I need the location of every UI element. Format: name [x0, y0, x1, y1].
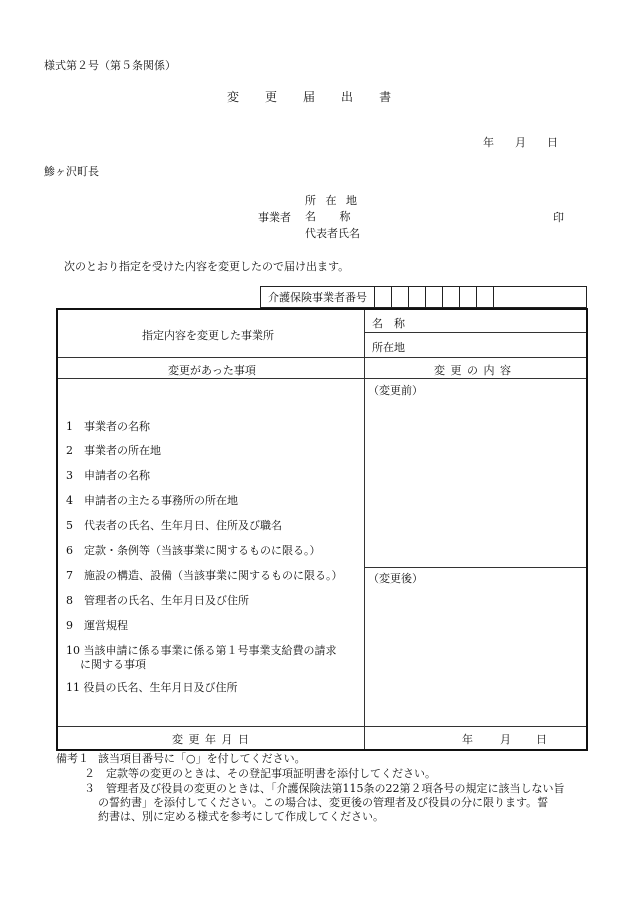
before-change-label: （変更前） [368, 384, 423, 397]
list-item[interactable]: 2 事業者の所在地 [66, 444, 161, 457]
change-day-label: 日 [536, 733, 547, 746]
operator-label: 事業者 [258, 211, 291, 224]
provider-digit-box[interactable] [375, 287, 392, 307]
list-item[interactable]: 4 申請者の主たる事務所の所在地 [66, 494, 238, 507]
provider-digit-box[interactable] [460, 287, 477, 307]
date-month-label: 月 [515, 136, 526, 149]
provider-number-table [260, 286, 587, 308]
remark-line: の誓約書」を添付してください。この場合は、変更後の管理者及び役員の分に限ります。誓 [98, 796, 549, 809]
change-date-label: 変 更 年 月 日 [172, 733, 250, 746]
provider-number-label: 介護保険事業者番号 [261, 287, 375, 307]
title-char: 出 [341, 90, 356, 104]
after-change-field[interactable] [368, 588, 578, 720]
remark-line: 該当項目番号に「○」を付してください。 [98, 752, 306, 765]
form-number-label: 様式第２号（第５条関係） [44, 59, 176, 72]
operator-representative-label: 代表者氏名 [305, 227, 360, 240]
remarks-prefix: 備考１ [56, 752, 89, 765]
seal-mark: 印 [553, 211, 564, 224]
list-item[interactable]: 9 運営規程 [66, 619, 128, 632]
list-item[interactable]: 8 管理者の氏名、生年月日及び住所 [66, 594, 249, 607]
list-item-continuation: に関する事項 [80, 658, 146, 671]
list-item[interactable]: 5 代表者の氏名、生年月日、住所及び職名 [66, 519, 282, 532]
table-divider [58, 378, 586, 379]
change-content-header: 変 更 の 内 容 [434, 364, 512, 377]
list-item[interactable]: 11 役員の氏名、生年月日及び住所 [66, 681, 238, 694]
office-location-field[interactable] [418, 335, 578, 353]
list-item[interactable]: 7 施設の構造、設備（当該事業に関するものに限る。） [66, 569, 343, 582]
table-divider [364, 310, 365, 749]
provider-number-extra-cell[interactable] [494, 287, 586, 307]
title-char: 届 [303, 90, 318, 104]
date-year-label: 年 [483, 136, 494, 149]
after-change-label: （変更後） [368, 572, 423, 585]
title-char: 書 [379, 90, 394, 104]
list-item[interactable]: 6 定款・条例等（当該事業に関するものに限る。） [66, 544, 321, 557]
office-location-label: 所在地 [372, 341, 405, 354]
document-title [227, 88, 393, 105]
change-year-label: 年 [462, 733, 473, 746]
provider-digit-box[interactable] [426, 287, 443, 307]
remark-line: ２ 定款等の変更のときは、その登記事項証明書を添付してください。 [84, 767, 436, 780]
office-label: 指定内容を変更した事業所 [142, 329, 274, 342]
title-char: 更 [265, 90, 280, 104]
office-name-label: 名 称 [372, 317, 405, 330]
submission-date [483, 134, 558, 150]
provider-digit-box[interactable] [443, 287, 460, 307]
table-divider [364, 332, 586, 333]
title-char: 変 [227, 90, 242, 104]
operator-location-label: 所 在 地 [305, 194, 360, 207]
intro-text: 次のとおり指定を受けた内容を変更したので届け出ます。 [64, 260, 350, 273]
provider-digit-box[interactable] [477, 287, 494, 307]
provider-digit-box[interactable] [409, 287, 426, 307]
change-month-label: 月 [500, 733, 511, 746]
before-change-field[interactable] [368, 400, 578, 560]
change-details-table [56, 308, 588, 751]
operator-name-label: 名 称 [305, 210, 354, 223]
list-item[interactable]: 3 申請者の名称 [66, 469, 150, 482]
office-name-field[interactable] [418, 312, 578, 330]
list-item[interactable]: 1 事業者の名称 [66, 420, 150, 433]
changed-items-header: 変更があった事項 [168, 364, 256, 377]
table-divider [364, 567, 586, 568]
table-divider [58, 357, 586, 358]
remark-line: 約書は、別に定める様式を参考にして作成してください。 [98, 810, 384, 823]
list-item[interactable]: 10 当該申請に係る事業に係る第１号事業支給費の請求 [66, 644, 337, 657]
date-day-label: 日 [547, 136, 558, 149]
remark-line: ３ 管理者及び役員の変更のときは、「介護保険法第115条の22第２項各号の規定に該当しない旨 [84, 782, 565, 795]
addressee: 鯵ヶ沢町長 [44, 165, 99, 178]
table-divider [58, 726, 586, 727]
provider-digit-box[interactable] [392, 287, 409, 307]
